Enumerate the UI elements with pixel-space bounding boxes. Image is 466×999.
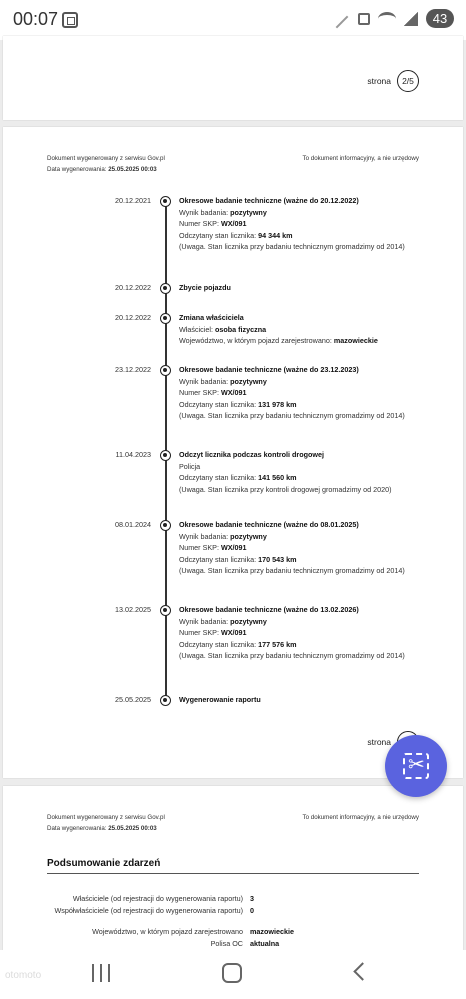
timeline-dot-icon bbox=[160, 450, 171, 461]
timeline-dot-icon bbox=[160, 196, 171, 207]
page-number: strona bbox=[367, 731, 419, 753]
event-details bbox=[179, 282, 409, 294]
event-detail-line: (Uwaga. Stan licznika przy badaniu technicznym gromadzimy od 2014) bbox=[179, 651, 405, 660]
document-header: Dokument wygenerowany z serwisu Gov.pl Data wygenerowania: 25.05.2025 00:03 To dokument informacyjny, a nie urzędowy bbox=[47, 155, 419, 173]
event-date: 20.12.2021 bbox=[115, 196, 151, 205]
event-detail-line: Numer SKP: WX/091 bbox=[179, 219, 247, 228]
event-detail-line: Policja bbox=[179, 461, 201, 471]
event-details bbox=[179, 604, 409, 662]
recent-apps-button[interactable] bbox=[92, 964, 110, 982]
event-detail-line: Numer SKP: WX/091 bbox=[179, 388, 247, 397]
event-title: Okresowe badanie techniczne (ważne do 20.12.2022) bbox=[179, 196, 359, 205]
navigation-bar bbox=[0, 950, 466, 999]
event-detail-line: (Uwaga. Stan licznika przy badaniu technicznym gromadzimy od 2014) bbox=[179, 242, 405, 251]
event-detail-line: Wynik badania: pozytywny bbox=[179, 376, 267, 386]
event-details bbox=[179, 312, 409, 347]
summary-label: Województwo, w którym pojazd zarejestrowano bbox=[92, 927, 243, 936]
event-detail-line: (Uwaga. Stan licznika przy badaniu technicznym gromadzimy od 2014) bbox=[179, 566, 405, 575]
event-detail-line: Odczytany stan licznika: 141 560 km bbox=[179, 473, 297, 482]
status-bar bbox=[0, 0, 466, 40]
clock: 00:07 bbox=[13, 9, 59, 29]
event-detail-line: Numer SKP: WX/091 bbox=[179, 543, 247, 552]
event-details bbox=[179, 449, 409, 495]
event-detail-line: Wynik badania: pozytywny bbox=[179, 207, 267, 217]
event-title: Wygenerowanie raportu bbox=[179, 695, 261, 704]
event-date: 20.12.2022 bbox=[115, 283, 151, 292]
event-detail-line: Odczytany stan licznika: 131 978 km bbox=[179, 399, 297, 409]
watermark: otomoto bbox=[5, 970, 42, 981]
summary-title: Podsumowanie zdarzeń bbox=[47, 858, 161, 869]
document-page-1 bbox=[3, 36, 463, 120]
home-button[interactable] bbox=[222, 963, 242, 983]
event-title: Zbycie pojazdu bbox=[179, 283, 231, 292]
timeline-dot-icon bbox=[160, 520, 171, 531]
screenshot-crop-button[interactable] bbox=[385, 735, 447, 797]
timeline-dot-icon bbox=[160, 283, 171, 294]
event-date: 20.12.2022 bbox=[115, 313, 151, 322]
event-date: 08.01.2024 bbox=[115, 520, 151, 529]
page-number-badge: 2/5 bbox=[397, 70, 419, 92]
event-detail-line: (Uwaga. Stan licznika przy badaniu technicznym gromadzimy od 2014) bbox=[179, 411, 405, 420]
event-details bbox=[179, 195, 409, 253]
pen-icon bbox=[336, 16, 349, 29]
summary-value: 3 bbox=[250, 894, 254, 903]
timeline-dot-icon bbox=[160, 695, 171, 706]
event-details bbox=[179, 519, 409, 577]
document-page-2[interactable] bbox=[3, 127, 463, 778]
event-date: 11.04.2023 bbox=[115, 450, 151, 459]
wifi-icon bbox=[378, 12, 396, 26]
event-detail-line: Odczytany stan licznika: 177 576 km bbox=[179, 639, 297, 649]
event-title: Odczyt licznika podczas kontroli drogowej bbox=[179, 450, 324, 459]
summary-value: 0 bbox=[250, 906, 254, 915]
event-detail-line: Województwo, w którym pojazd zarejestrowano: mazowieckie bbox=[179, 336, 378, 345]
summary-label: Polisa OC bbox=[210, 939, 243, 948]
battery-indicator: 43 bbox=[426, 9, 454, 28]
event-detail-line: Numer SKP: WX/091 bbox=[179, 628, 247, 637]
event-detail-line: Odczytany stan licznika: 170 543 km bbox=[179, 554, 297, 564]
event-details bbox=[179, 364, 409, 422]
divider bbox=[47, 873, 419, 874]
event-detail-line: Właściciel: osoba fizyczna bbox=[179, 324, 267, 334]
timeline-dot-icon bbox=[160, 313, 171, 324]
summary-label: Współwłaściciele (od rejestracji do wygenerowania raportu) bbox=[54, 906, 243, 915]
event-title: Okresowe badanie techniczne (ważne do 23.12.2023) bbox=[179, 365, 359, 374]
scissors-icon: ✂ bbox=[408, 752, 425, 776]
screenshot-icon bbox=[62, 12, 78, 28]
document-header: Dokument wygenerowany z serwisu Gov.pl Data wygenerowania: 25.05.2025 00:03 To dokument informacyjny, a nie urzędowy bbox=[47, 814, 419, 832]
document-page-3[interactable] bbox=[3, 786, 463, 956]
mute-icon bbox=[358, 13, 370, 25]
event-detail-line: Wynik badania: pozytywny bbox=[179, 531, 267, 541]
back-button[interactable] bbox=[353, 962, 371, 980]
event-date: 23.12.2022 bbox=[115, 365, 151, 374]
event-details bbox=[179, 694, 409, 706]
event-date: 13.02.2025 bbox=[115, 605, 151, 614]
summary-label: Właściciele (od rejestracji do wygenerowania raportu) bbox=[72, 894, 243, 903]
event-detail-line: Odczytany stan licznika: 94 344 km bbox=[179, 230, 293, 240]
event-title: Okresowe badanie techniczne (ważne do 08.01.2025) bbox=[179, 520, 359, 529]
summary-value: aktualna bbox=[250, 939, 280, 948]
page-number: strona 2/5 bbox=[367, 70, 419, 92]
signal-icon bbox=[404, 12, 418, 26]
timeline-dot-icon bbox=[160, 605, 171, 616]
event-detail-line: Wynik badania: pozytywny bbox=[179, 616, 267, 626]
summary-value: mazowieckie bbox=[250, 927, 294, 936]
event-title: Okresowe badanie techniczne (ważne do 13.02.2026) bbox=[179, 605, 359, 614]
event-date: 25.05.2025 bbox=[115, 695, 151, 704]
event-detail-line: (Uwaga. Stan licznika przy kontroli drogowej gromadzimy od 2020) bbox=[179, 484, 392, 494]
event-title: Zmiana właściciela bbox=[179, 313, 244, 322]
timeline-dot-icon bbox=[160, 365, 171, 376]
status-icons bbox=[334, 9, 454, 28]
